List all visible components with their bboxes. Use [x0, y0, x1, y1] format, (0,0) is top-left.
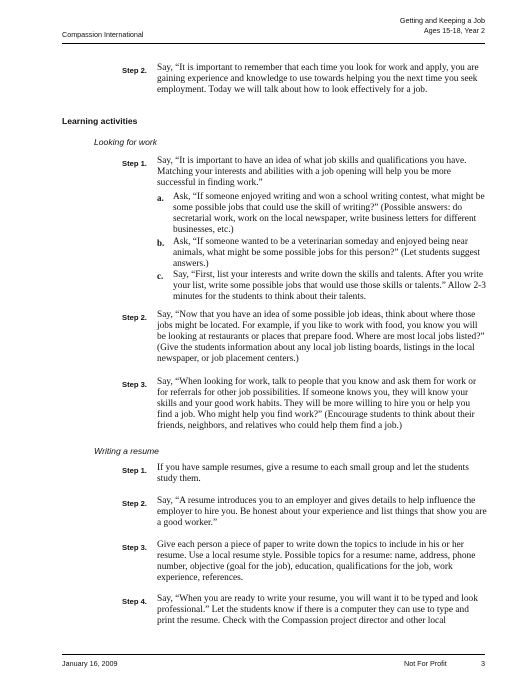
header-rule: [62, 43, 485, 44]
lfw-item-a-label: a.: [157, 193, 164, 203]
document-title: Getting and Keeping a Job: [399, 16, 485, 25]
page-footer: [62, 654, 485, 673]
subheading-looking-for-work: Looking for work: [94, 137, 158, 147]
wr-step2-label: Step 2.: [122, 499, 147, 508]
wr-step1-label: Step 1.: [122, 466, 147, 475]
lfw-item-b-label: b.: [157, 238, 165, 248]
wr-step3-text: Give each person a piece of paper to write down the topics to include in his or her resume. Use a local resume style. Possible topics for a resume: name, address, phone number, objective (goal for the job), education, qualifications for the job, work experience, references.: [157, 540, 476, 583]
lfw-step3-text: Say, “When looking for work, talk to people that you know and ask them for work or for referrals for other job possibilities. If someone knows you, they will know your skills and your good work habits. They will be more willing to hire you or help you find a job. Who might help you find work?” (Encourage students to think about their friends, neighbors, and relatives who could help them find a job.): [157, 377, 477, 431]
footer-not-for-profit: Not For Profit: [404, 659, 447, 668]
wr-step4-label: Step 4.: [122, 597, 147, 606]
subheading-writing-a-resume: Writing a resume: [94, 446, 159, 456]
intro-step-text: Say, “It is important to remember that each time you look for work and apply, you are gaining experience and knowledge to use towards helping you the next time you seek employment. Today we will talk about how to look effectively for a job.: [157, 63, 479, 95]
lfw-item-b-text: Ask, “If someone wanted to be a veterinarian someday and enjoyed being near animals, what might be some possible jobs for this person?” (Let students suggest answers.): [173, 237, 480, 269]
document-subtitle: Ages 15-18, Year 2: [423, 25, 485, 35]
page-number: 3: [481, 659, 485, 668]
lfw-step2-label: Step 2.: [122, 313, 147, 322]
lfw-item-c-text: Say, “First, list your interests and write down the skills and talents. After you write your list, write some possible jobs that would use those skills or talents.” Allow 2-3 minutes for the students to think about their talents.: [173, 270, 486, 302]
wr-step4-text: Say, “When you are ready to write your resume, you will want it to be typed and look professional.” Let the students know if there is a computer they can use to type and print the resume. Check with the Compassion project director and other local: [157, 594, 478, 626]
wr-step1-text: If you have sample resumes, give a resume to each small group and let the students study them.: [157, 463, 469, 484]
lfw-step1-text: Say, “It is important to have an idea of what job skills and qualifications you have. Matching your interests and abilities with a job opening will help you be more successful in finding work.”: [157, 156, 467, 188]
wr-step2-text: Say, “A resume introduces you to an employer and gives details to help influence the employer to hire you. Be honest about your experience and list things that show you are a good worker.”: [157, 496, 487, 528]
intro-step-label: Step 2.: [122, 66, 147, 75]
lfw-item-a-text: Ask, “If someone enjoyed writing and won a school writing contest, what might be some possible jobs that could use the skill of writing?” (Possible answers: do secretarial work, work on the local newspaper, write business letters for different businesses, etc.): [173, 192, 485, 235]
organization-name: Compassion International: [62, 30, 144, 39]
lfw-step2-text: Say, “Now that you have an idea of some possible job ideas, think about where those jobs might be located. For example, if you like to work with food, you know you will be looking at restaurants or places that prepare food. Where are most local jobs listed?” (Give the students information about any local job listing boards, listings in the local newspaper, or job placement centers.): [157, 310, 485, 364]
section-heading-learning-activities: Learning activities: [62, 116, 138, 126]
footer-date: January 16, 2009: [62, 659, 118, 668]
wr-step3-label: Step 3.: [122, 543, 147, 552]
lfw-step1-label: Step 1.: [122, 159, 147, 168]
document-title-block: [400, 16, 485, 35]
lfw-item-c-label: c.: [157, 271, 164, 281]
page-header: [62, 16, 485, 44]
lfw-step3-label: Step 3.: [122, 380, 147, 389]
